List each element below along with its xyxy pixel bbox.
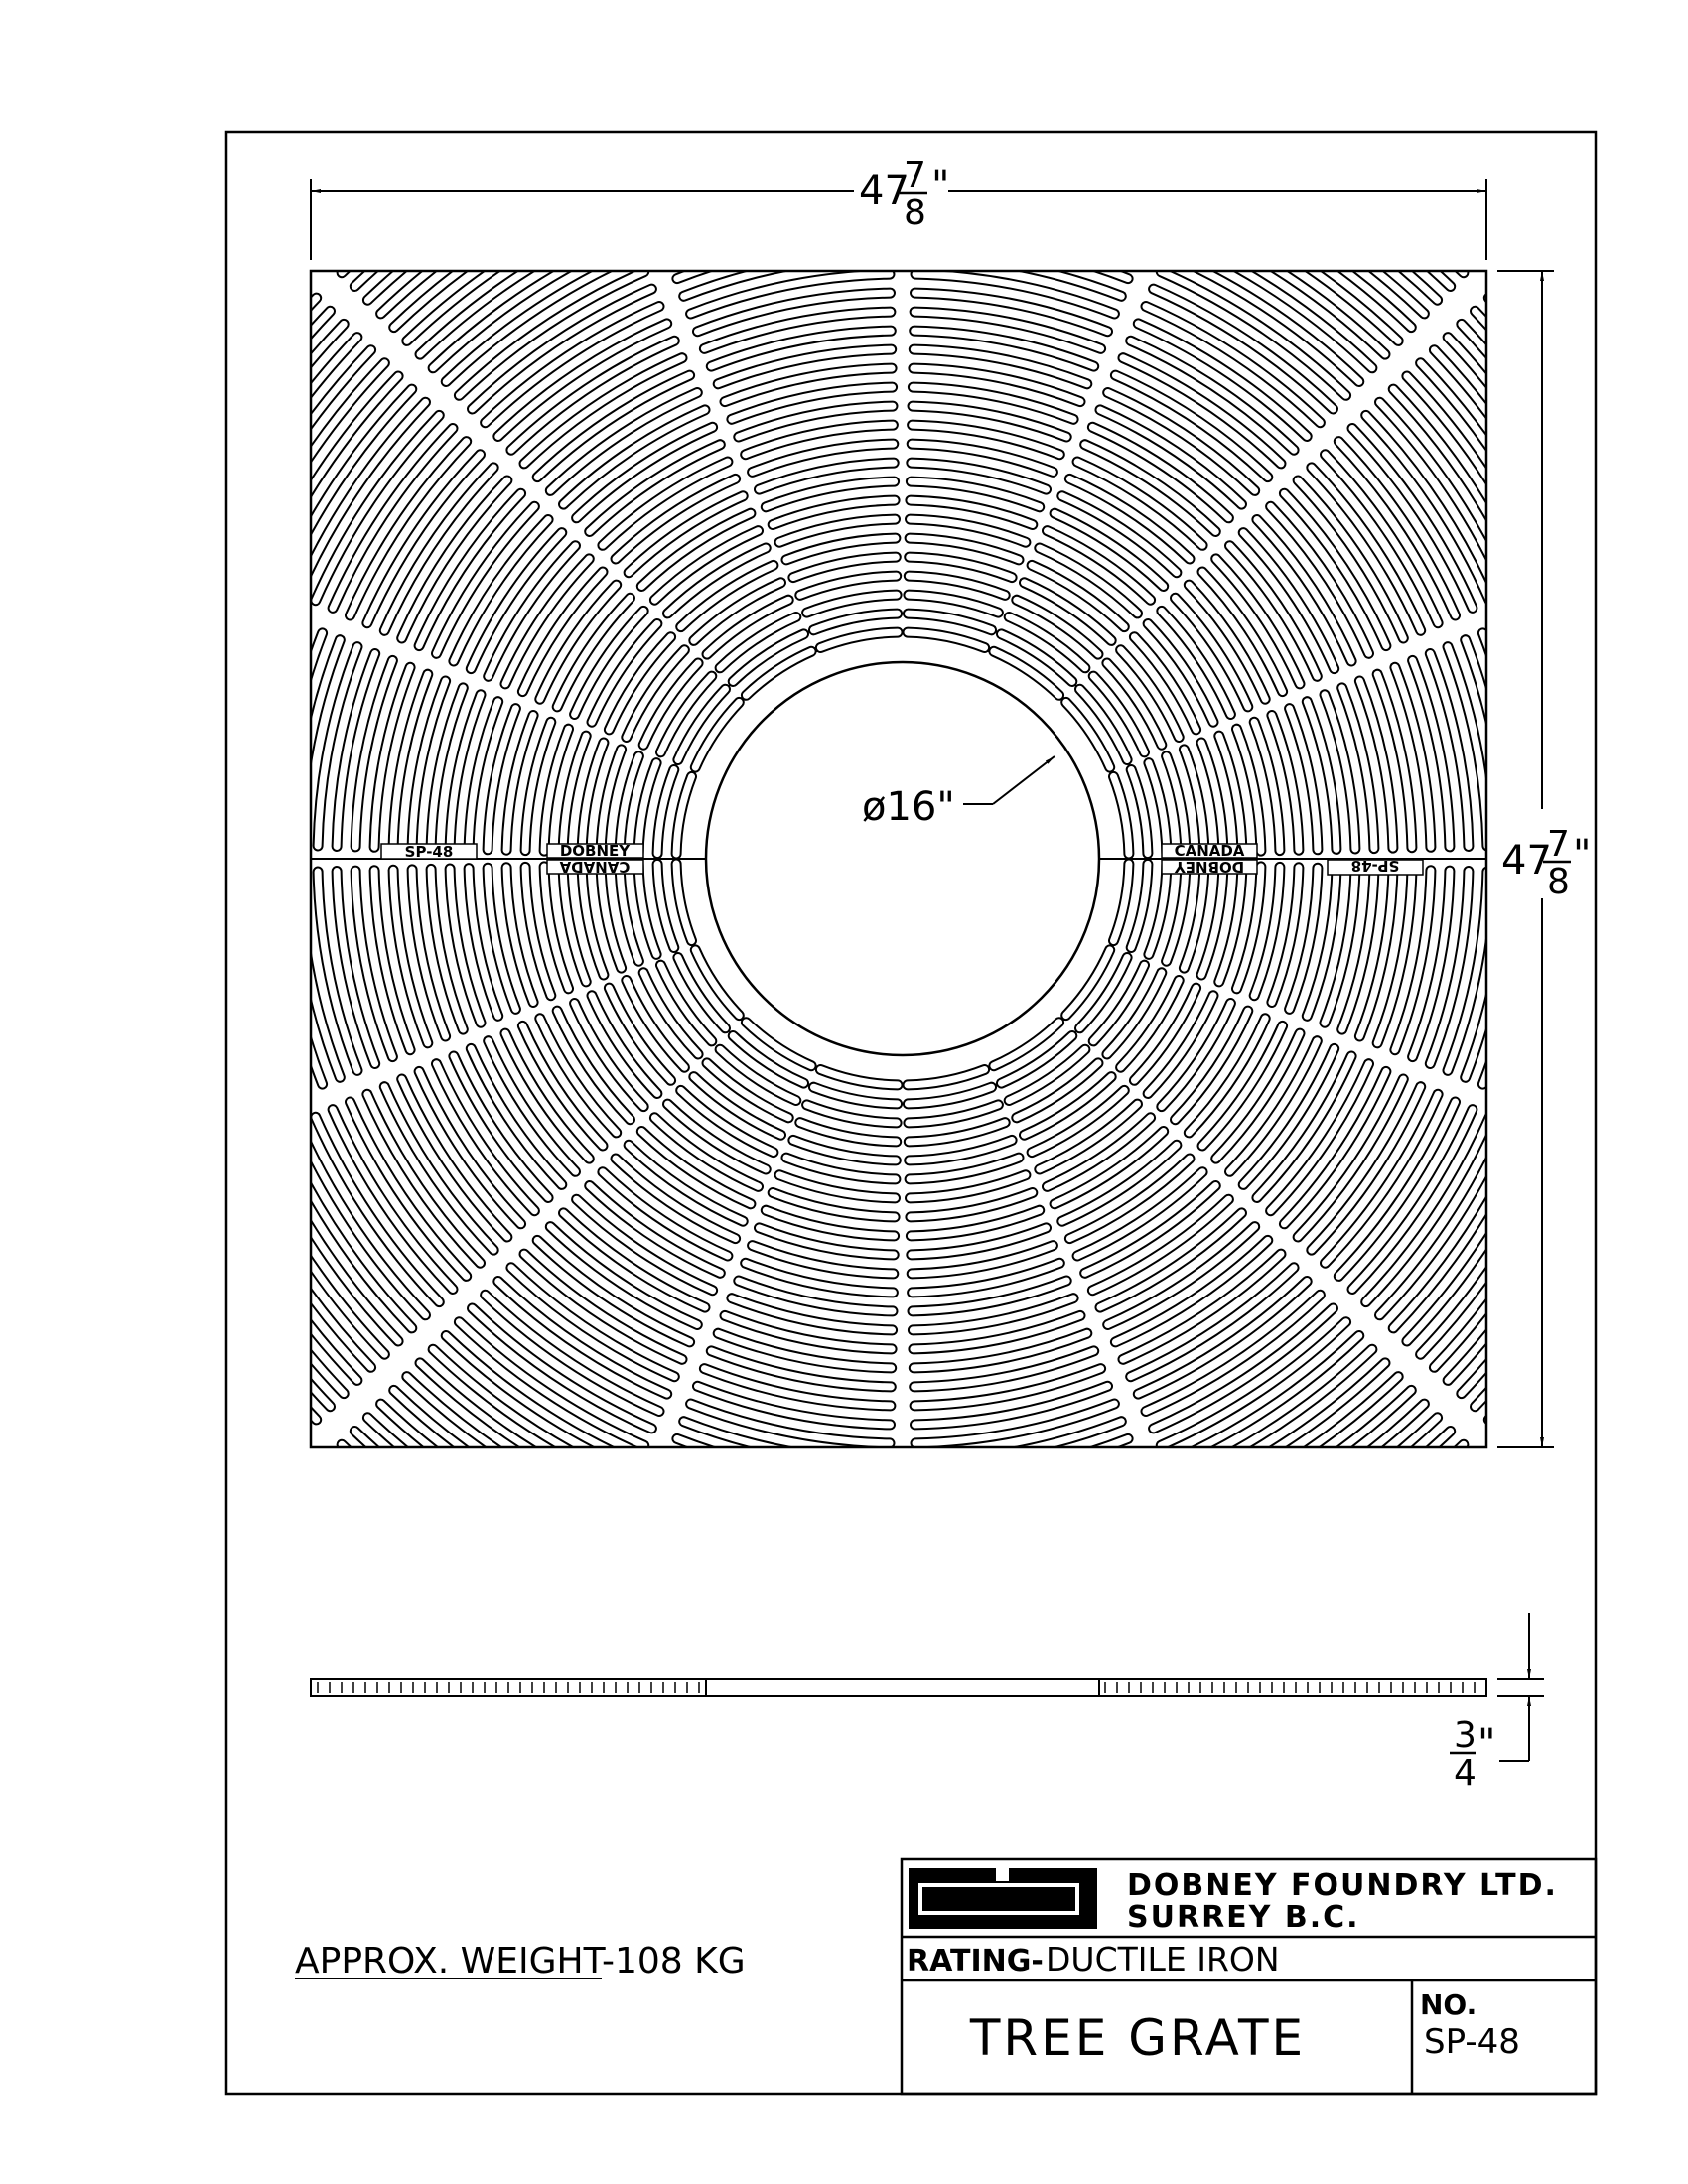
stamp-left-country: CANADA xyxy=(559,858,631,876)
logo-text: DOBNEY xyxy=(946,1888,1052,1913)
weight-note xyxy=(295,1941,746,1981)
stamp-right-brand: DOBNEY xyxy=(1174,858,1245,876)
width-whole: 47 xyxy=(859,168,910,213)
thickness-denominator: 4 xyxy=(1454,1753,1477,1794)
drawing-title: TREE GRATE xyxy=(969,2009,1307,2067)
rating-value: DUCTILE IRON xyxy=(1046,1940,1280,1979)
height-whole: 47 xyxy=(1501,838,1552,884)
dobney-logo xyxy=(909,1868,1097,1929)
rating-label: RATING- xyxy=(907,1944,1044,1979)
width-numerator: 7 xyxy=(904,155,926,196)
height-numerator: 7 xyxy=(1547,824,1570,865)
grate-plan-view xyxy=(16,0,1688,1745)
thickness-unit: " xyxy=(1477,1721,1496,1767)
title-block xyxy=(902,1859,1596,2094)
tree-opening xyxy=(706,662,1099,1055)
company-name: DOBNEY FOUNDRY LTD. xyxy=(1127,1868,1558,1903)
height-unit: " xyxy=(1573,832,1592,878)
company-location: SURREY B.C. xyxy=(1127,1900,1360,1935)
stamp-left-code: SP-48 xyxy=(404,843,454,861)
drawing-number: SP-48 xyxy=(1424,2022,1520,2062)
height-denominator: 8 xyxy=(1547,862,1570,902)
weight-label: APPROX. WEIGHT xyxy=(295,1941,606,1981)
hole-diameter-label: ø16" xyxy=(862,784,955,830)
width-unit: " xyxy=(931,163,950,208)
stamp-left-brand: DOBNEY xyxy=(559,842,631,860)
side-view-outline xyxy=(311,1679,1486,1696)
drawing-number-label: NO. xyxy=(1420,1988,1477,2021)
height-dimension xyxy=(1497,271,1591,1447)
stamp-right-code: SP-48 xyxy=(1350,857,1400,875)
width-dimension xyxy=(311,155,1486,260)
grate-side-view xyxy=(311,1613,1544,1794)
stamp-right-country: CANADA xyxy=(1174,842,1245,860)
thickness-numerator: 3 xyxy=(1454,1715,1477,1756)
width-denominator: 8 xyxy=(904,193,926,233)
weight-value: -108 KG xyxy=(602,1941,746,1981)
